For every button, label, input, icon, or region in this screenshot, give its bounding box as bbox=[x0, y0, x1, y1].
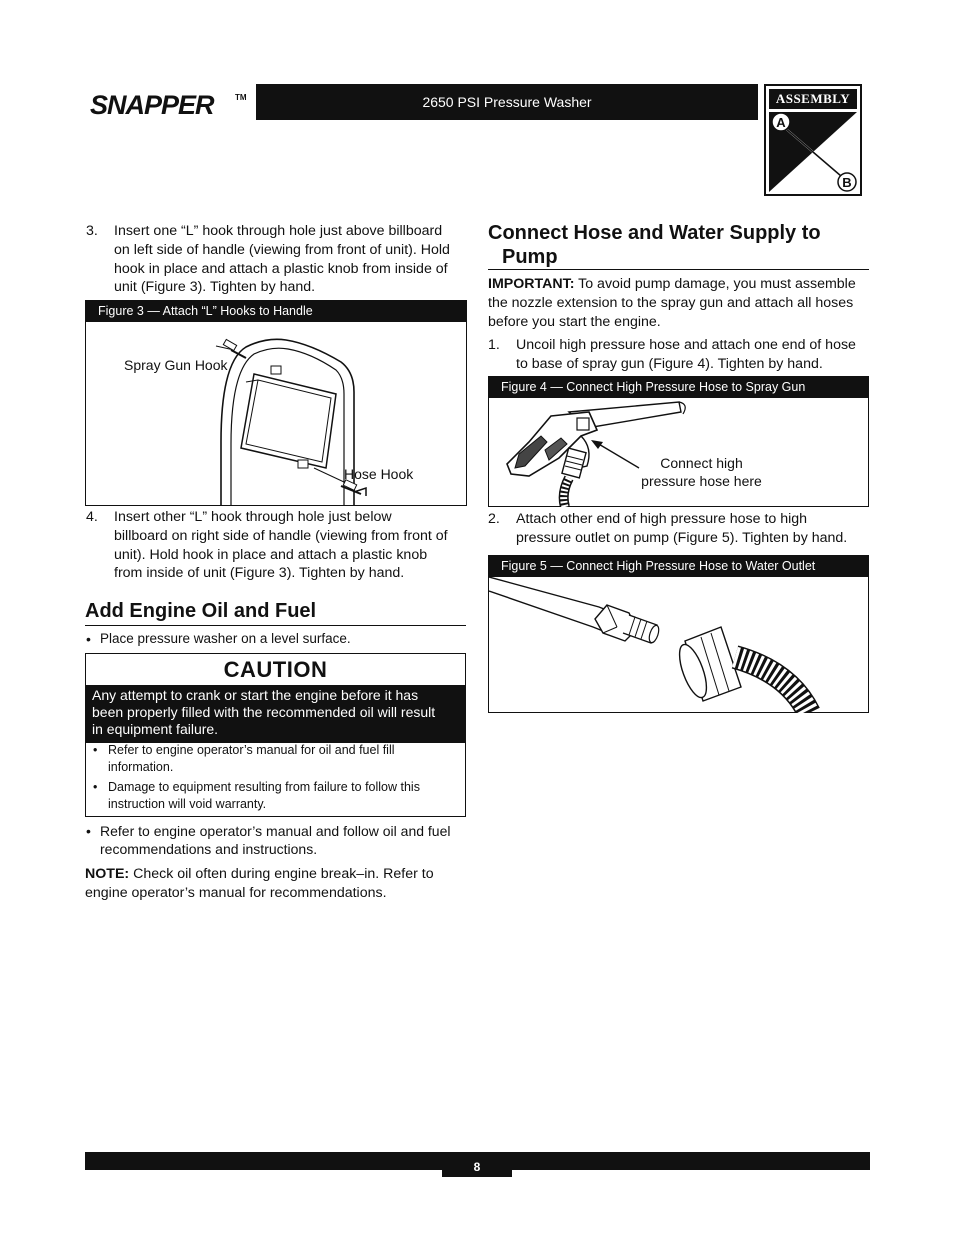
figure-caption: Figure 5 — Connect High Pressure Hose to Water Outlet bbox=[489, 556, 868, 577]
heading-line: Pump bbox=[502, 246, 558, 268]
text-line: pressure outlet on pump (Figure 5). Tighten by hand. bbox=[516, 529, 848, 546]
important-label: IMPORTANT: bbox=[488, 276, 575, 292]
text-line: been properly filled with the recommended oil will result bbox=[92, 704, 436, 720]
caution-title: CAUTION bbox=[223, 657, 328, 682]
spray-gun-hook-label: Spray Gun Hook bbox=[124, 357, 228, 373]
text-line: Insert one “L” hook through hole just above billboard bbox=[114, 223, 443, 239]
assembly-ab-icon bbox=[769, 112, 857, 192]
text-line: Refer to engine operator’s manual and follow oil and fuel bbox=[100, 823, 451, 839]
hose-hook-label: Hose Hook bbox=[344, 466, 414, 482]
header-title-bar bbox=[256, 84, 758, 120]
connect-hose-label bbox=[489, 454, 868, 490]
brand-text: SNAPPER bbox=[90, 90, 214, 120]
section-heading-oil-fuel: Add Engine Oil and Fuel bbox=[85, 600, 317, 622]
step-4 bbox=[86, 508, 468, 584]
text-line: Damage to equipment resulting from failure to follow this bbox=[108, 780, 420, 794]
step-number: 4. bbox=[86, 509, 98, 525]
spray-gun-illustration bbox=[489, 398, 868, 507]
step-3 bbox=[86, 222, 468, 298]
text-line: Check oil often during engine break–in. Refer to bbox=[133, 866, 434, 882]
figure-3 bbox=[85, 300, 467, 506]
step-number: 2. bbox=[488, 511, 500, 527]
bullet-dot: • bbox=[93, 743, 98, 757]
text-line: in equipment failure. bbox=[92, 721, 219, 737]
bullet-dot: • bbox=[86, 823, 91, 839]
page-number: 8 bbox=[442, 1157, 512, 1177]
text-line: instruction will void warranty. bbox=[108, 797, 267, 811]
text-line: from inside of unit (Figure 3). Tighten by hand. bbox=[114, 565, 405, 582]
important-paragraph bbox=[488, 275, 870, 331]
text-line: to base of spray gun (Figure 4). Tighten by hand. bbox=[516, 355, 823, 372]
text-line: To avoid pump damage, you must assemble bbox=[578, 276, 856, 292]
caution-warning bbox=[86, 685, 465, 743]
svg-text:B: B bbox=[842, 175, 852, 190]
figure-caption: Figure 3 — Attach “L” Hooks to Handle bbox=[86, 301, 466, 322]
text-line: before you start the engine. bbox=[488, 313, 661, 330]
assembly-section-badge bbox=[764, 84, 862, 196]
figure-5 bbox=[488, 555, 869, 713]
text-line: billboard on right side of handle (viewing from front of bbox=[114, 527, 448, 544]
text-line: Insert other “L” hook through hole just below bbox=[114, 509, 392, 525]
bullet-dot: • bbox=[86, 631, 91, 647]
snapper-logo bbox=[88, 88, 248, 120]
step-2 bbox=[488, 510, 870, 550]
text-line: information. bbox=[108, 760, 174, 774]
text-line: Attach other end of high pressure hose to high bbox=[516, 511, 808, 527]
text-line: pressure hose here bbox=[641, 473, 762, 489]
text-line: Connect high bbox=[660, 455, 743, 471]
assembly-label: ASSEMBLY bbox=[769, 89, 857, 109]
section-heading-hose bbox=[488, 221, 870, 269]
water-outlet-illustration bbox=[489, 577, 868, 713]
figure-caption: Figure 4 — Connect High Pressure Hose to Spray Gun bbox=[489, 377, 868, 398]
note-paragraph bbox=[85, 865, 467, 903]
document-title: 2650 PSI Pressure Washer bbox=[422, 94, 592, 110]
text-line: the nozzle extension to the spray gun and attach all hoses bbox=[488, 294, 854, 311]
bullet-dot: • bbox=[93, 780, 98, 794]
text-line: Uncoil high pressure hose and attach one end of hose bbox=[516, 337, 856, 353]
figure-4 bbox=[488, 376, 869, 507]
trademark-mark: TM bbox=[235, 93, 247, 102]
text-line: hook in place and attach a plastic knob from inside of bbox=[114, 260, 448, 277]
text-line: engine operator’s manual for recommendations. bbox=[85, 884, 387, 901]
note-label: NOTE: bbox=[85, 866, 130, 882]
text-line: recommendations and instructions. bbox=[100, 841, 318, 857]
caution-box bbox=[85, 653, 466, 817]
step-1 bbox=[488, 336, 870, 376]
text-line: Refer to engine operator’s manual for oil and fuel fill bbox=[108, 743, 395, 757]
bullet-text: Place pressure washer on a level surface. bbox=[100, 631, 351, 646]
svg-text:A: A bbox=[776, 115, 786, 130]
heading-line: Connect Hose and Water Supply to bbox=[488, 222, 821, 244]
text-line: unit). Hold hook in place and attach a plastic knob bbox=[114, 546, 428, 563]
text-line: on left side of handle (viewing from front of unit). Hold bbox=[114, 241, 450, 258]
heading-rule bbox=[488, 269, 869, 270]
step-number: 3. bbox=[86, 223, 98, 239]
step-number: 1. bbox=[488, 337, 500, 353]
text-line: Any attempt to crank or start the engine before it has bbox=[92, 687, 419, 703]
text-line: unit (Figure 3). Tighten by hand. bbox=[114, 279, 316, 296]
heading-rule bbox=[85, 625, 466, 626]
